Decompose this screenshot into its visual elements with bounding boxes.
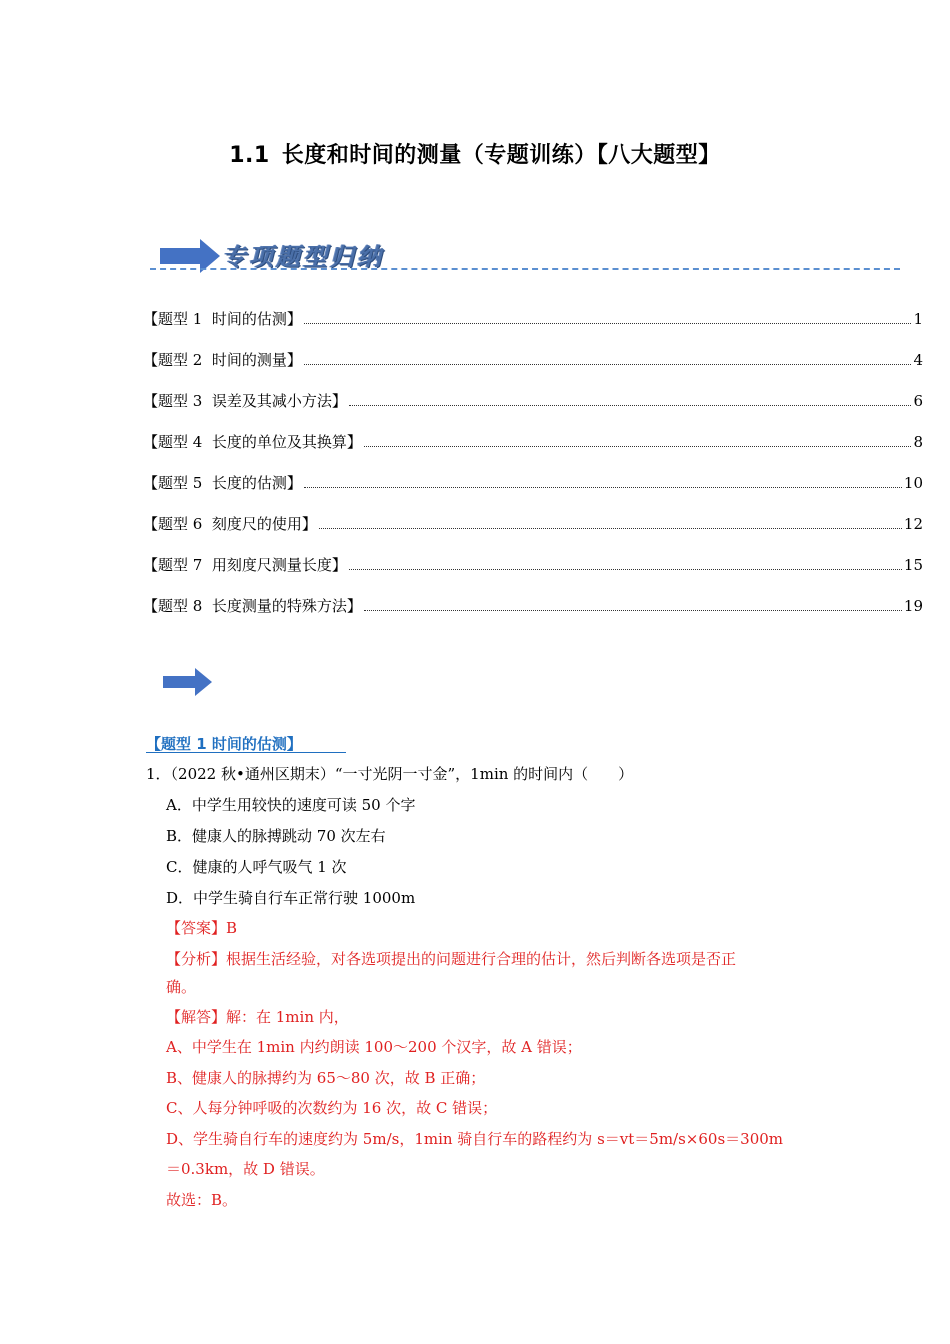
toc-leader bbox=[304, 487, 902, 488]
toc-page: 15 bbox=[903, 556, 923, 574]
toc-page: 8 bbox=[913, 433, 923, 451]
banner-title: 专项题型归纳 bbox=[222, 243, 384, 271]
final-answer: 故选：B。 bbox=[166, 1191, 238, 1209]
option-d: D．中学生骑自行车正常行驶 1000m bbox=[166, 889, 416, 907]
toc-page: 4 bbox=[913, 351, 923, 369]
section-banner bbox=[150, 235, 900, 275]
toc-leader bbox=[349, 569, 902, 570]
toc-entry-8[interactable] bbox=[143, 596, 923, 616]
toc-entry-7[interactable] bbox=[143, 555, 923, 575]
toc-label: 【题型 6 刻度尺的使用】 bbox=[143, 515, 317, 533]
question-stem: 1．（2022 秋•通州区期末）“一寸光阴一寸金”，1min 的时间内（ ） bbox=[146, 765, 634, 783]
toc-label: 【题型 5 长度的估测】 bbox=[143, 474, 302, 492]
page-title bbox=[0, 138, 950, 169]
banner-divider bbox=[150, 268, 900, 270]
toc-entry-5[interactable] bbox=[143, 473, 923, 493]
option-c: C．健康的人呼气吸气 1 次 bbox=[166, 858, 347, 876]
title-number: 1.1 bbox=[229, 143, 270, 168]
option-a: A．中学生用较快的速度可读 50 个字 bbox=[166, 796, 416, 814]
section-heading-underline bbox=[146, 752, 346, 753]
solution-line: 【解答】解：在 1min 内， bbox=[166, 1008, 349, 1026]
toc-page: 6 bbox=[913, 392, 923, 410]
toc-label: 【题型 2 时间的测量】 bbox=[143, 351, 302, 369]
toc-leader bbox=[319, 528, 902, 529]
toc-leader bbox=[364, 446, 912, 447]
toc-label: 【题型 3 误差及其减小方法】 bbox=[143, 392, 347, 410]
section-heading[interactable]: 【题型 1 时间的估测】 bbox=[146, 735, 302, 753]
toc-label: 【题型 1 时间的估测】 bbox=[143, 310, 302, 328]
toc-label: 【题型 4 长度的单位及其换算】 bbox=[143, 433, 362, 451]
toc-entry-3[interactable] bbox=[143, 391, 923, 411]
solution-c: C、人每分钟呼吸的次数约为 16 次，故 C 错误； bbox=[166, 1099, 498, 1117]
toc-leader bbox=[349, 405, 912, 406]
toc-page: 1 bbox=[913, 310, 923, 328]
arrow-right-icon bbox=[163, 668, 213, 696]
toc-leader bbox=[304, 364, 912, 365]
toc-leader bbox=[304, 323, 912, 324]
toc-entry-2[interactable] bbox=[143, 350, 923, 370]
solution-d-line-2: ＝0.3km，故 D 错误。 bbox=[166, 1160, 325, 1178]
toc-leader bbox=[364, 610, 902, 611]
answer-line: 【答案】B bbox=[166, 919, 238, 937]
toc-entry-4[interactable] bbox=[143, 432, 923, 452]
toc-label: 【题型 7 用刻度尺测量长度】 bbox=[143, 556, 347, 574]
title-text: 长度和时间的测量（专题训练）【八大题型】 bbox=[281, 143, 721, 168]
solution-a: A、中学生在 1min 内约朗读 100～200 个汉字，故 A 错误； bbox=[166, 1038, 582, 1056]
solution-b: B、健康人的脉搏约为 65～80 次，故 B 正确； bbox=[166, 1069, 486, 1087]
toc-entry-6[interactable] bbox=[143, 514, 923, 534]
toc-page: 19 bbox=[903, 597, 923, 615]
toc-label: 【题型 8 长度测量的特殊方法】 bbox=[143, 597, 362, 615]
toc-entry-1[interactable] bbox=[143, 309, 923, 329]
analysis-line-2: 确。 bbox=[166, 978, 197, 996]
solution-d-line-1: D、学生骑自行车的速度约为 5m/s，1min 骑自行车的路程约为 s＝vt＝5m/s×60s＝300m bbox=[166, 1130, 784, 1148]
toc-page: 10 bbox=[903, 474, 923, 492]
analysis-line-1: 【分析】根据生活经验，对各选项提出的问题进行合理的估计，然后判断各选项是否正 bbox=[166, 950, 737, 968]
toc-page: 12 bbox=[903, 515, 923, 533]
option-b: B．健康人的脉搏跳动 70 次左右 bbox=[166, 827, 386, 845]
